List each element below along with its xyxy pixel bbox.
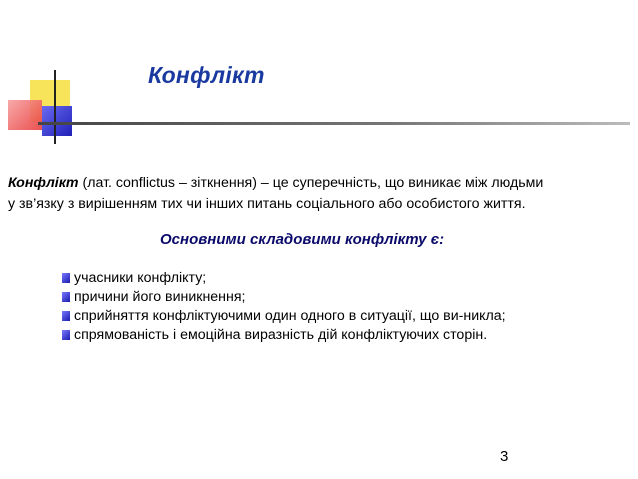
bullet-icon [62, 311, 70, 321]
definition-line-1-text: (лат. conflictus – зіткнення) – це суперечність, що виникає між людьми [78, 175, 544, 191]
definition-paragraph [8, 173, 633, 215]
list-item [62, 288, 506, 307]
bullet-icon [62, 330, 70, 340]
definition-line-1 [8, 173, 633, 194]
list-item-text: спрямованість і емоційна виразність дій конфліктуючих сторін. [74, 327, 488, 343]
page-number: 3 [500, 448, 509, 465]
title-underline [38, 122, 630, 125]
components-heading: Основними складовими конфлікту є: [160, 231, 445, 248]
list-item-text: сприйняття конфліктуючими один одного в ситуації, що ви-никла; [74, 308, 506, 324]
decor-red-square [8, 100, 42, 130]
list-item-text: причини його виникнення; [74, 289, 246, 305]
bullet-icon [62, 292, 70, 302]
definition-term: Конфлікт [8, 175, 79, 191]
decor-blue-square [42, 106, 72, 136]
decor-vertical-line [54, 70, 56, 144]
list-item [62, 307, 506, 326]
slide-title: Конфлікт [148, 62, 265, 88]
bullet-icon [62, 273, 70, 283]
list-item-text: учасники конфлікту; [74, 270, 207, 286]
components-list [62, 269, 506, 345]
list-item [62, 326, 506, 345]
list-item [62, 269, 506, 288]
definition-line-2: у зв’язку з вирішенням тих чи інших питань соціального або особистого життя. [8, 196, 526, 212]
